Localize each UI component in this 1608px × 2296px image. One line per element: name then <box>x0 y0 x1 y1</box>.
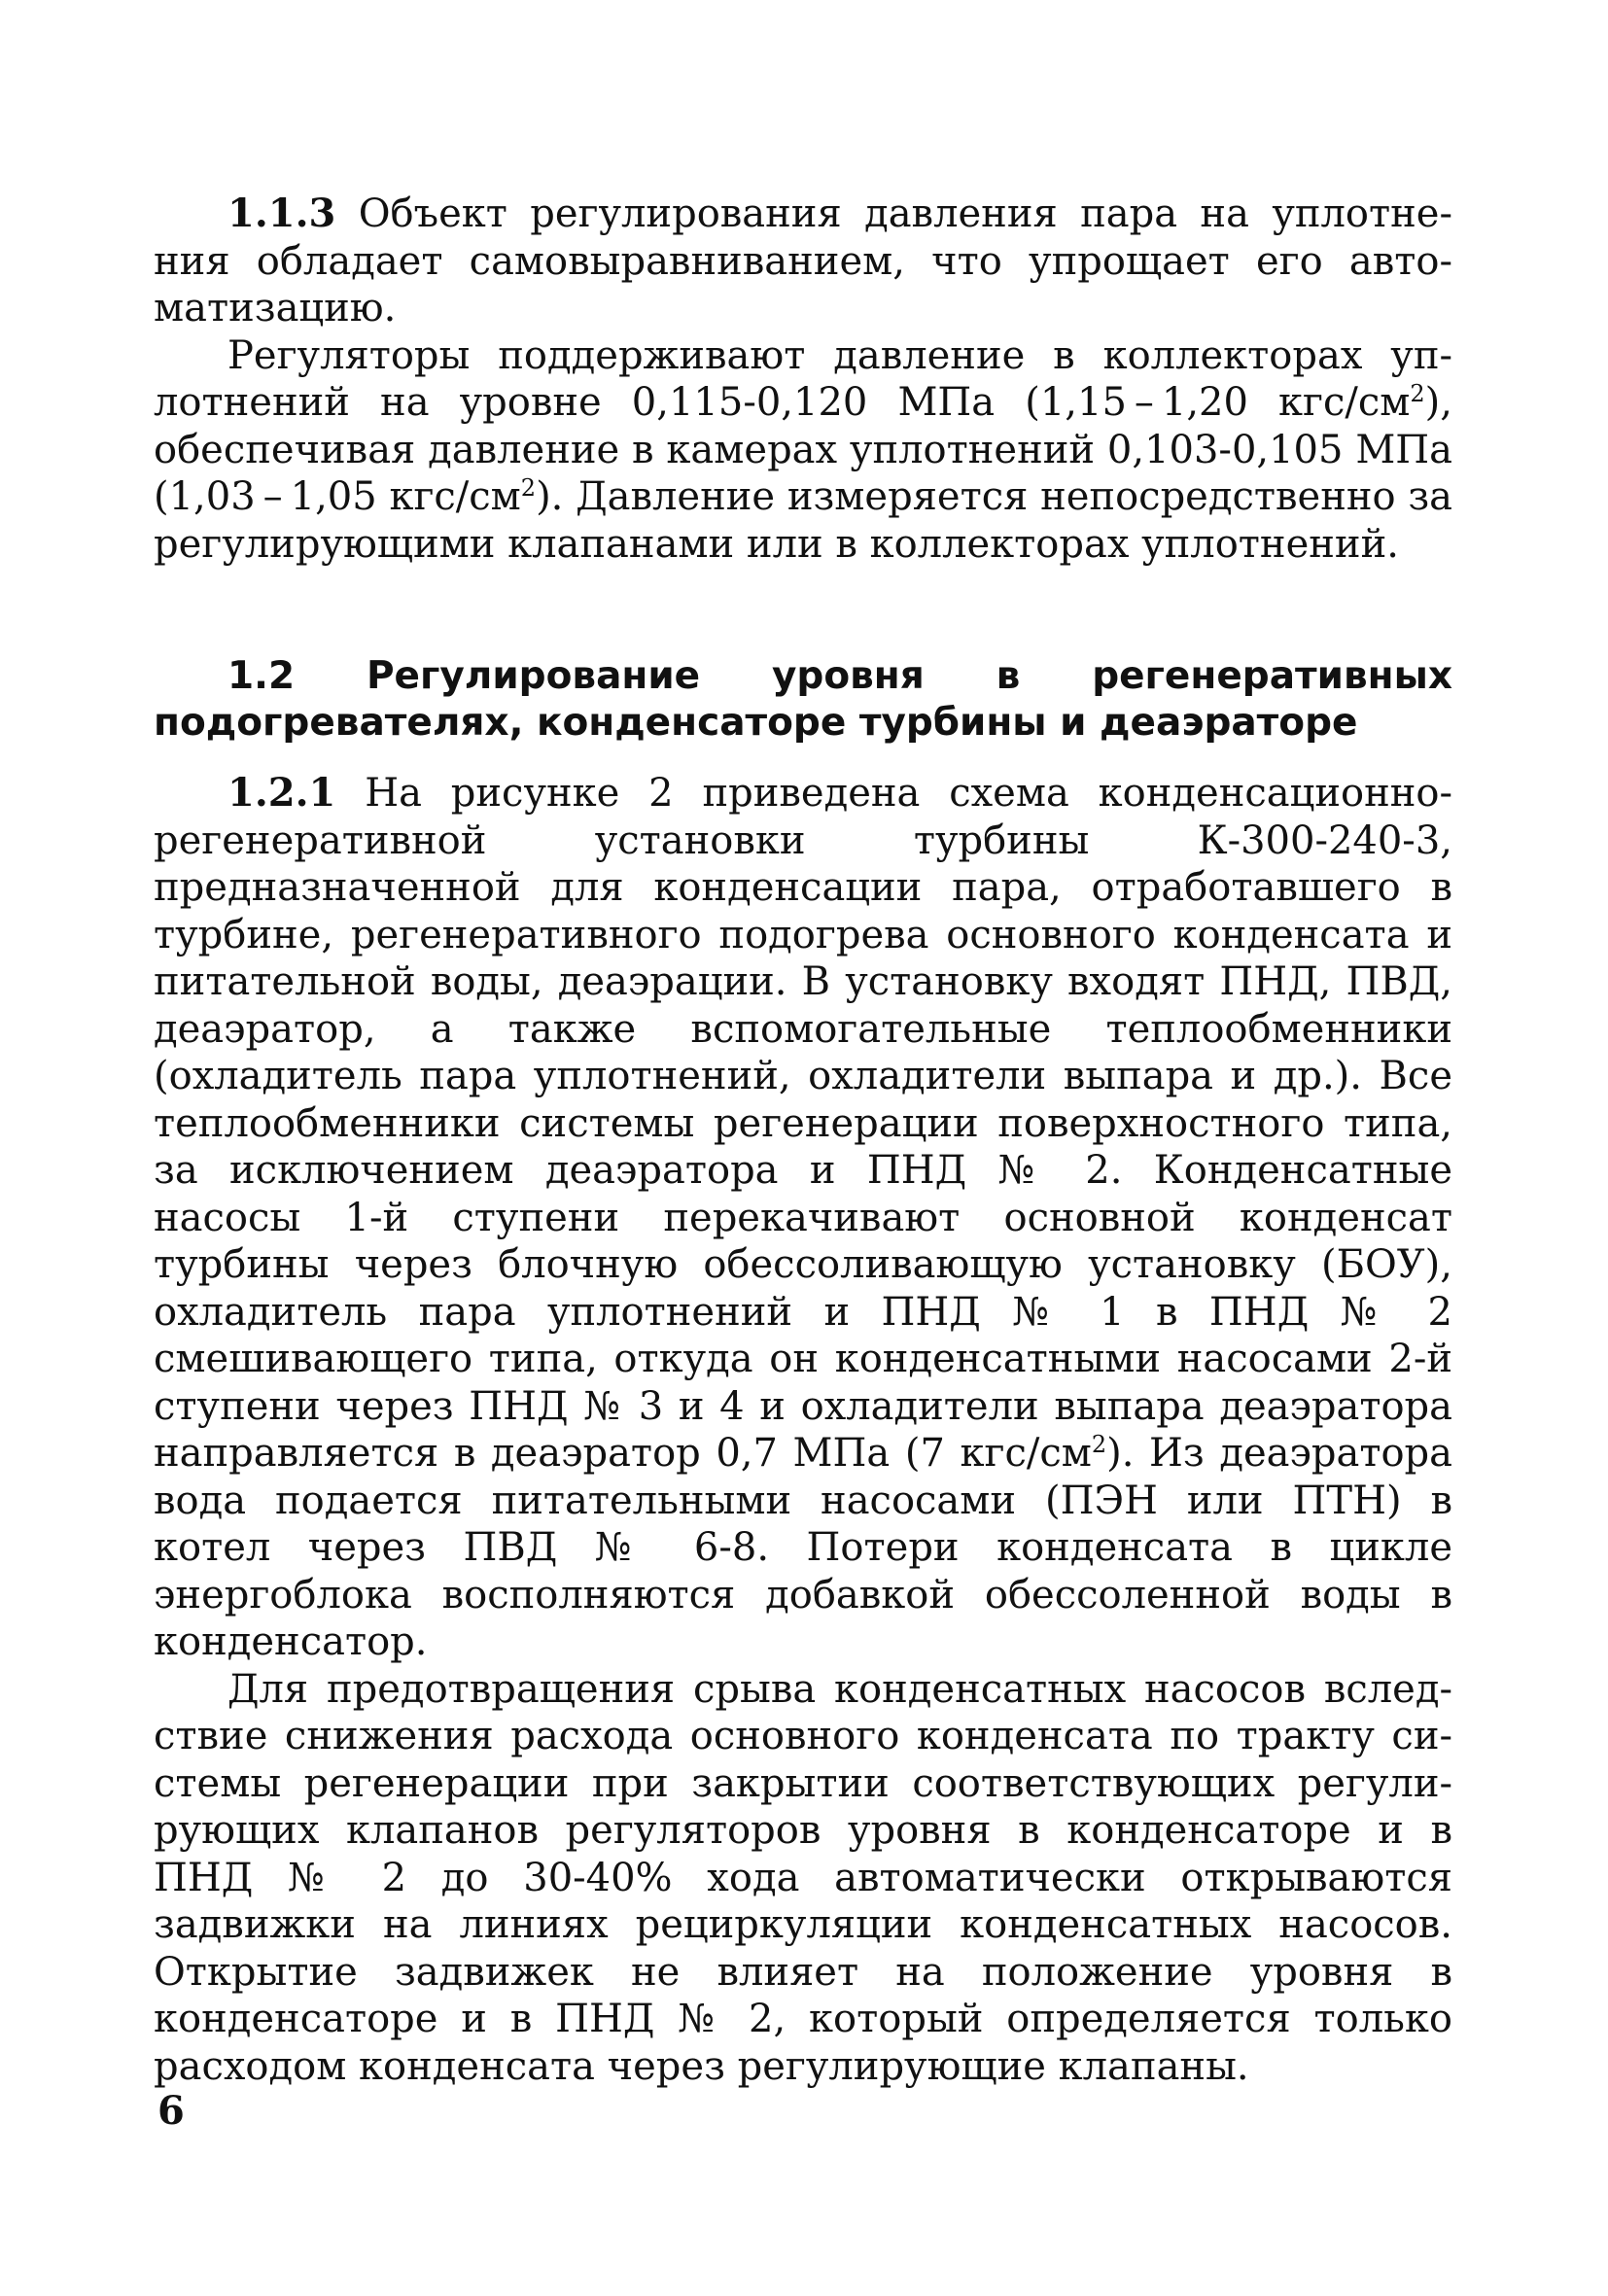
section-1-2-1 <box>154 770 1452 2090</box>
text-run: ). Давление измеряется непосредственно за регулирующими клапанами или в коллекторах уплотнений. <box>154 474 1452 567</box>
clause-number-1-2-1: 1.2.1 <box>227 770 336 816</box>
page-number: 6 <box>157 2088 185 2134</box>
text-run: Для предотвращения срыва конденсатных насосов вследствие снижения расхода основного конденсата по тракту системы регенерации при закрытии соответствующих регулирующих клапанов регуляторов уровня в конденсаторе и в ПНД № 2 до 30-40% хода автоматически открываются задвижки на линиях рециркуляции конденсатных насосов. Открытие задвижек не влияет на положение уровня в конденсаторе и в ПНД № 2, который определяется только расходом конденсата через регулирующие клапаны. <box>154 1666 1452 2089</box>
text-run: На рисунке 2 приведена схема конденсационно-регенеративной установки турбины К-300-240-3, предназначенной для конденсации пара, отработавшего в турбине, регенеративного подогрева основного конденсата и питательной воды, деаэрации. В установку входят ПНД, ПВД, деаэратор, а также вспомогательные теплообменники (охладитель пара уплотнений, охладители выпара и др.). Все теплообменники системы регенерации поверхностного типа, за исключением деаэратора и ПНД № 2. Конденсатные насосы 1-й ступени перекачивают основной конденсат турбины через блочную обессоливающую установку (БОУ), охладитель пара уплотнений и ПНД № 1 в ПНД № 2 смешивающего типа, откуда он конденсатными насосами 2-й ступени через ПНД № 3 и 4 и охладители выпара деаэратора направляется в деаэратор 0,7 МПа (7 кгс/см <box>154 771 1452 1476</box>
paragraph-pump-protection <box>154 1666 1452 2091</box>
text-run: ). Из деаэратора вода подается питательными насосами (ПЭН или ПТН) в котел через ПВД № 6-8. Потери конденсата в цикле энергоблока восполняются добавкой обессоленной воды в конденсатор. <box>154 1431 1452 1664</box>
superscript: 2 <box>520 474 537 502</box>
paragraph-1-1-3-intro <box>154 191 1452 332</box>
text-run: ), обеспечивая давление в камерах уплотнений 0,103-0,105 МПа (1,03 – 1,05 кгс/см <box>154 380 1452 519</box>
clause-number-1-1-3: 1.1.3 <box>227 191 336 236</box>
superscript: 2 <box>1091 1431 1107 1458</box>
superscript: 2 <box>1410 380 1425 407</box>
paragraph-1-2-1-scheme <box>154 770 1452 1666</box>
paragraph-regulators <box>154 332 1452 569</box>
section-heading-1-2: 1.2 Регулирование уровня в регенеративных подогревателях, конденсаторе турбины и деаэраторе <box>154 654 1452 745</box>
section-1-1-3 <box>154 191 1452 568</box>
clause-text: Объект регулирования давления пара на уплотнения обладает самовыравниванием, что упрощает его автоматизацию. <box>154 191 1452 330</box>
text-run: Регуляторы поддерживают давление в коллекторах уплотнений на уровне 0,115-0,120 МПа (1,15 – 1,20 кгс/см <box>154 332 1452 425</box>
